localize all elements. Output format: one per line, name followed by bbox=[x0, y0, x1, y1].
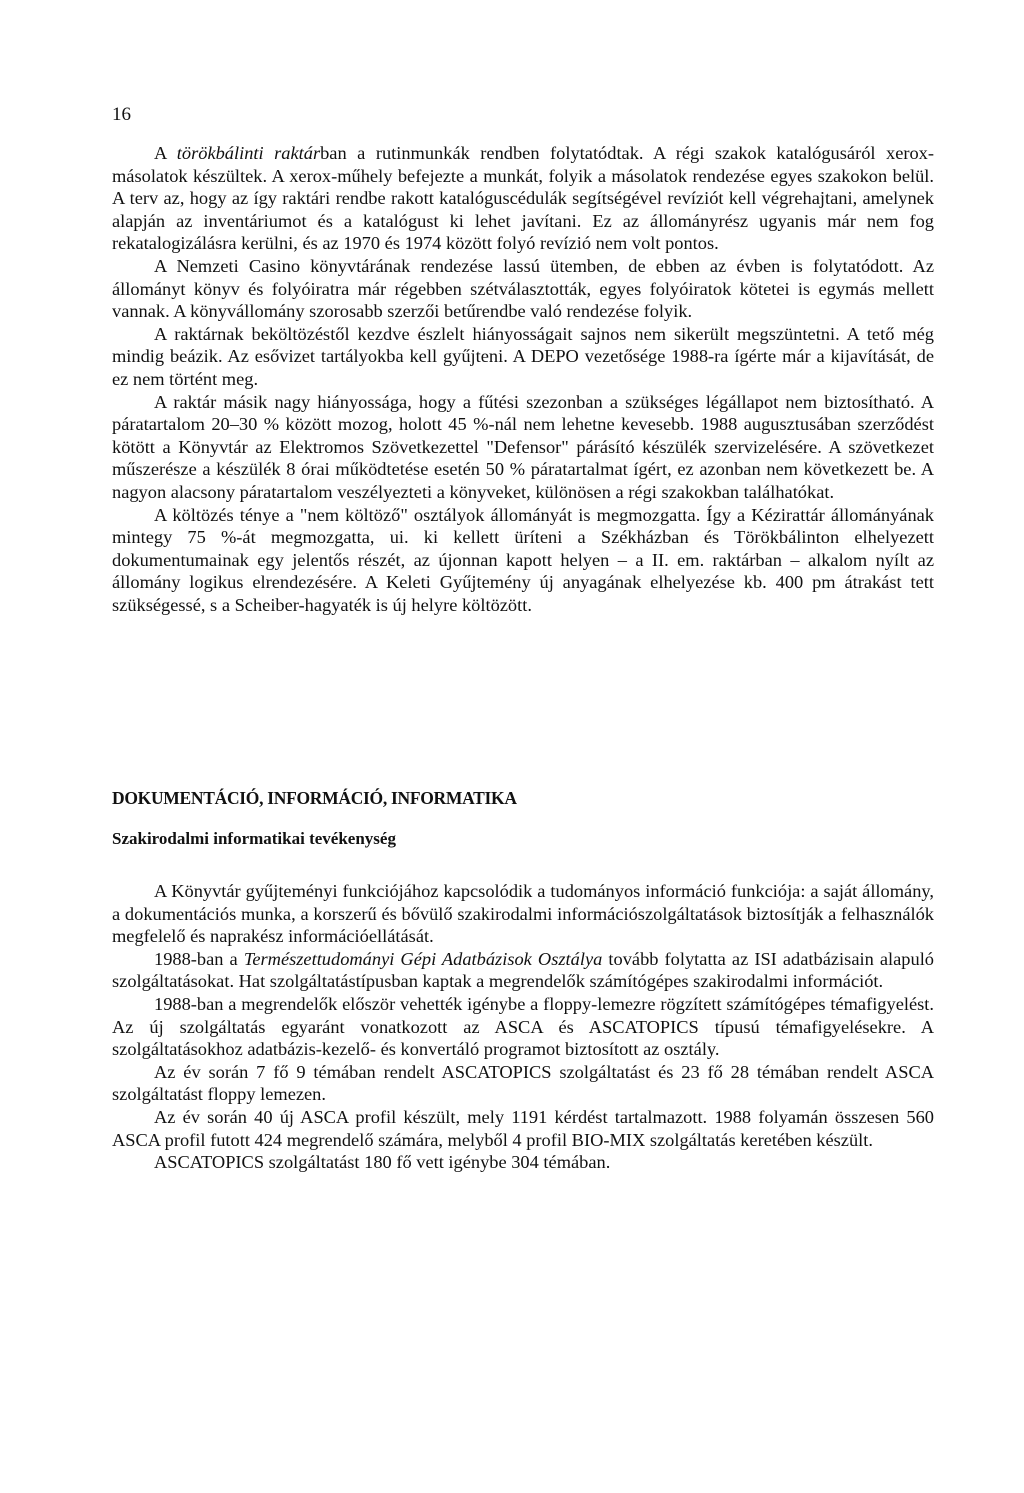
page-number: 16 bbox=[112, 104, 131, 125]
paragraph: A költözés ténye a "nem költöző" osztályok állományát is megmozgatta. Így a Kézirattár állományának mintegy 75 %-át megmozgatta, ui. ki kellett üríteni a Székházban és Törökbálinton elhelyezett dokumentumainak egy jelentős részét, az újonnan kapott helyen – a II. em. raktárban – alkalom nyílt az állomány logikus elrendezésére. A Keleti Gyűjtemény új anyagának elhelyezése kb. 400 pm átrakást tett szükségessé, s a Scheiber-hagyaték is új helyre költözött. bbox=[112, 504, 934, 615]
paragraph: 1988-ban a Természettudományi Gépi Adatbázisok Osztálya tovább folytatta az ISI adatbázisain alapuló szolgáltatásokat. Hat szolgáltatástípusban kaptak a megrendelők számítógépes szakirodalmi információt. bbox=[112, 948, 935, 992]
paragraph: ASCATOPICS szolgáltatást 180 fő vett igénybe 304 témában. bbox=[154, 1152, 611, 1173]
section-subheading: Szakirodalmi informatikai tevékenység bbox=[112, 829, 396, 848]
paragraph: A raktárnak beköltözéstől kezdve észlelt hiányosságait sajnos nem sikerült megszüntetni. A tető még mindig beázik. Az esővizet tartályokba kell gyűjteni. A DEPO vezetősége 1988-ra ígérte már a kijavítását, de ez nem történt meg. bbox=[112, 323, 934, 389]
paragraph: A raktár másik nagy hiányossága, hogy a fűtési szezonban a szükséges légállapot nem biztosítható. A páratartalom 20–30 % között mozog, holott 45 %-nál nem lehetne kevesebb. 1988 augusztusában szerződést kötött a Könyvtár az Elektromos Szövetkezettel "Defensor" párásító készülék szervizelésére. A szövetkezet műszerésze a készülék 8 órai működtetése esetén 50 % páratartalmat ígért, ez azonban nem következett be. A nagyon alacsony páratartalom veszélyezteti a könyveket, különösen a régi szakokban találhatókat. bbox=[112, 391, 934, 502]
paragraph: A Nemzeti Casino könyvtárának rendezése lassú ütemben, de ebben az évben is folytatódott. Az állományt könyv és folyóiratra már régebben szétválasztották, egyes folyóiratok kötetei is egymás mellett vannak. A könyvállomány szorosabb szerzői betűrendbe való rendezése folyik. bbox=[112, 255, 934, 322]
section-heading: DOKUMENTÁCIÓ, INFORMÁCIÓ, INFORMATIKA bbox=[112, 788, 517, 808]
paragraph: A törökbálinti raktárban a rutinmunkák rendben folytatódtak. A régi szakok katalógusáról xerox-másolatok készültek. A xerox-műhely befejezte a munkát, folyik a másolatok rendezése egyes szakokon belül. A terv az, hogy az így raktári rendbe rakott katalóguscédulák segítségével revíziót kell végrehajtani, amelynek alapján az inventáriumot és a katalógust ki lehet javítani. Ez az állományrész ugyanis már nem fog rekatalogizálásra kerülni, és az 1970 és 1974 között folyó revízió nem volt pontos. bbox=[112, 143, 934, 254]
text-block-informatics bbox=[112, 880, 934, 1174]
paragraph: Az év során 7 fő 9 témában rendelt ASCATOPICS szolgáltatást és 23 fő 28 témában rendelt ASCA szolgáltatást floppy lemezen. bbox=[112, 1061, 934, 1105]
paragraph: Az év során 40 új ASCA profil készült, mely 1191 kérdést tartalmazott. 1988 folyamán összesen 560 ASCA profil futott 424 megrendelő számára, melyből 4 profil BIO-MIX szolgáltatás keretében készült. bbox=[112, 1106, 934, 1150]
text-block-storage bbox=[112, 142, 934, 616]
paragraph: A Könyvtár gyűjteményi funkciójához kapcsolódik a tudományos információ funkciója: a saját állomány, a dokumentációs munka, a korszerű és bővülő szakirodalmi információszolgáltatások biztosítják a felhasználók megfelelő és naprakész információellátását. bbox=[112, 881, 934, 947]
paragraph: 1988-ban a megrendelők először vehették igénybe a floppy-lemezre rögzített számítógépes témafigyelést. Az új szolgáltatás egyaránt vonatkozott az ASCA és ASCATOPICS típusú témafigyelésekre. A szolgáltatásokhoz adatbázis-kezelő- és konvertáló programot biztosított az osztály. bbox=[112, 993, 934, 1060]
